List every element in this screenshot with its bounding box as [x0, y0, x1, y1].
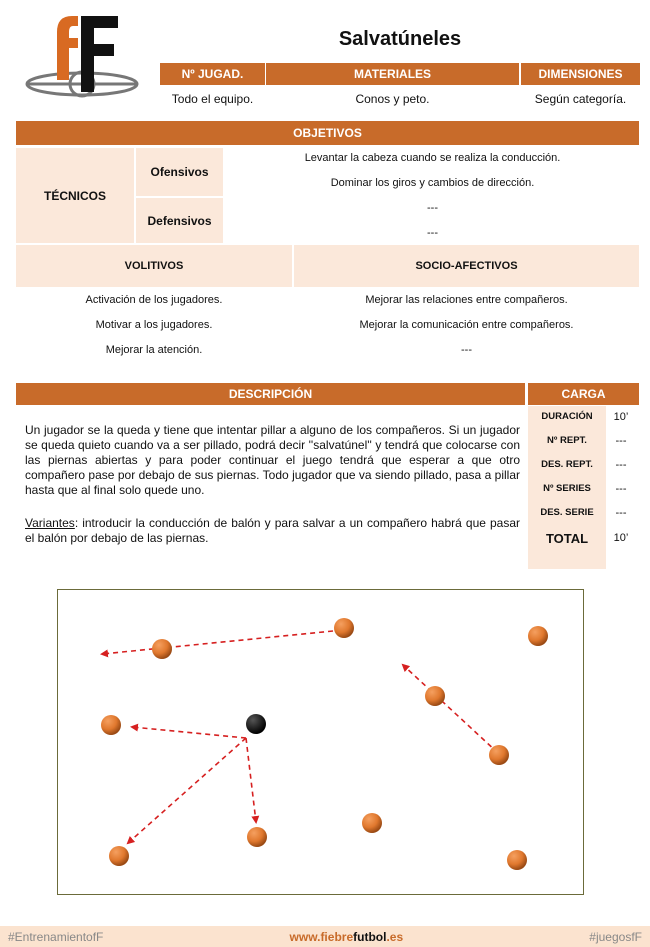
socio-affective-item: ---: [461, 344, 472, 356]
load-row-label: DURACIÓN: [541, 411, 593, 422]
materials-column-header: MATERIALES: [266, 63, 519, 85]
objective-line: ---: [427, 202, 438, 214]
player-cone: [334, 618, 354, 638]
footer-hashtag-right[interactable]: #juegosfF: [589, 929, 642, 944]
description-paragraph: Un jugador se la queda y tiene que intentar pillar a alguno de los compañeros. Si un jugador se queda quieto cuando va a ser pillado, podrá decir ''salvatúnel'' y tendrá que colocarse con las piernas abiertas y para poder continuar el juego tendrá que esperar a que otro compañero pase por debajo de sus piernas. Todo jugador que va siendo pillado, pasa a pillar hasta que al final solo quede uno.: [25, 423, 520, 497]
footer-bar: [0, 926, 650, 947]
materials-value: Conos y peto.: [355, 92, 430, 106]
fiebrefutbol-logo: [24, 12, 139, 112]
player-cone: [489, 745, 509, 765]
load-row-label: DES. REPT.: [541, 459, 593, 470]
player-cone: [109, 846, 129, 866]
page-title: Salvatúneles: [338, 28, 462, 50]
load-row-label: Nº REPT.: [547, 435, 587, 446]
objective-line: Levantar la cabeza cuando se realiza la conducción.: [304, 152, 561, 164]
website-suffix: .es: [386, 929, 404, 944]
volitive-item: Activación de los jugadores.: [85, 294, 223, 306]
movement-arrow: [128, 738, 246, 843]
player-cone: [362, 813, 382, 833]
defensive-label: Defensivos: [136, 198, 223, 243]
movement-arrow: [102, 631, 333, 654]
player-cone: [152, 639, 172, 659]
players: [101, 618, 548, 870]
diagram-svg: [58, 590, 585, 896]
player-cone: [101, 715, 121, 735]
players-column-header: Nº JUGAD.: [160, 63, 265, 85]
website-prefix: www.fiebre: [289, 929, 354, 944]
load-row-value: ---: [615, 435, 627, 447]
description-heading: DESCRIPCIÓN: [16, 383, 525, 405]
volitive-item: Mejorar la atención.: [105, 344, 203, 356]
socio-affective-item: Mejorar las relaciones entre compañeros.: [365, 294, 568, 306]
variants-paragraph: [25, 516, 520, 546]
socio-affective-label: SOCIO-AFECTIVOS: [294, 245, 639, 287]
tagger-player: [246, 714, 266, 734]
load-row-label: DES. SERIE: [540, 507, 594, 518]
variants-text: : introducir la conducción de balón y para salvar a un compañero habrá que pasar el balón por debajo de las piernas.: [25, 516, 520, 545]
load-row-value: ---: [615, 459, 627, 471]
load-row-value: ---: [615, 507, 627, 519]
volitive-item: Motivar a los jugadores.: [95, 319, 213, 331]
player-cone: [247, 827, 267, 847]
dimensions-column-header: DIMENSIONES: [521, 63, 640, 85]
movement-arrows: [102, 631, 498, 843]
website-bold: futbol: [353, 929, 387, 944]
load-row-label: Nº SERIES: [543, 483, 591, 494]
player-cone: [528, 626, 548, 646]
footer-website-link[interactable]: [290, 930, 404, 944]
variants-label: Variantes: [25, 516, 75, 530]
exercise-diagram: [57, 589, 584, 895]
load-total-label: TOTAL: [545, 531, 589, 546]
load-heading: CARGA: [528, 383, 639, 405]
objective-line: Dominar los giros y cambios de dirección.: [330, 177, 535, 189]
objective-line: ---: [427, 227, 438, 239]
technical-label: TÉCNICOS: [16, 148, 134, 243]
objectives-heading: OBJETIVOS: [16, 121, 639, 145]
player-cone: [425, 686, 445, 706]
movement-arrow: [132, 727, 246, 738]
load-row-value: ---: [615, 483, 627, 495]
player-cone: [507, 850, 527, 870]
load-total-value: 10’: [613, 532, 629, 544]
offensive-label: Ofensivos: [136, 148, 223, 196]
players-value: Todo el equipo.: [171, 92, 254, 106]
movement-arrow: [403, 665, 498, 753]
footer-hashtag-left[interactable]: #EntrenamientofF: [8, 929, 104, 944]
socio-affective-item: Mejorar la comunicación entre compañeros.: [359, 319, 574, 331]
dimensions-value: Según categoría.: [534, 92, 627, 106]
movement-arrow: [246, 738, 256, 822]
load-row-value: 10’: [613, 411, 629, 423]
volitive-label: VOLITIVOS: [16, 245, 292, 287]
